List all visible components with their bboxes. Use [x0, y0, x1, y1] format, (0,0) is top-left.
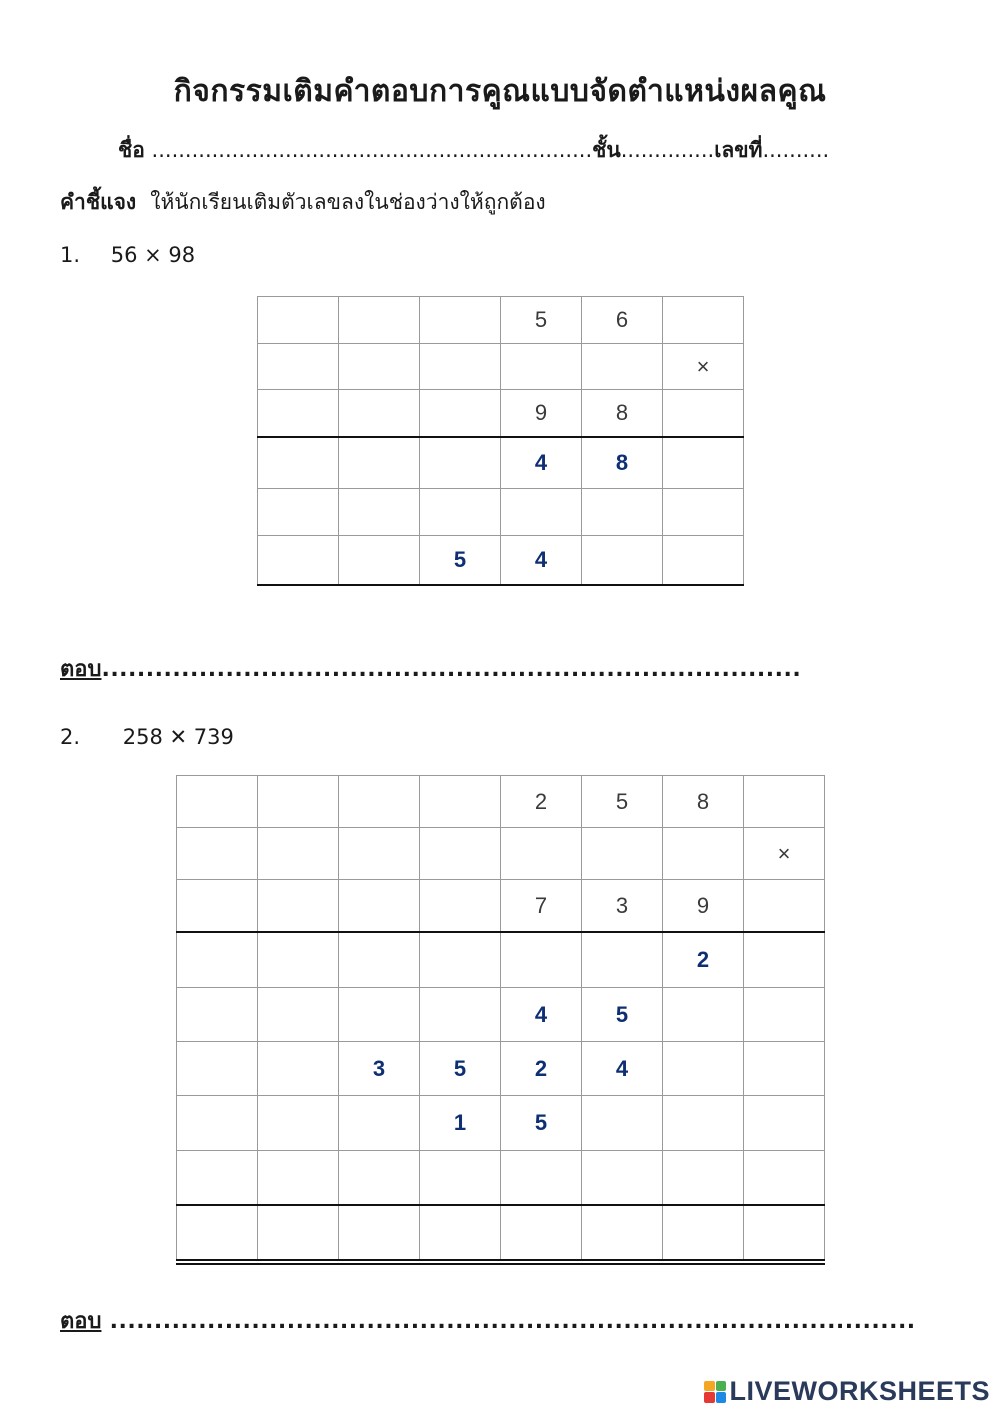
- number-label: เลขที่: [714, 138, 763, 162]
- answer-cell[interactable]: [663, 489, 744, 536]
- answer-cell[interactable]: [744, 932, 825, 988]
- problem-1-expression: 56 × 98: [110, 243, 196, 267]
- given-digit-cell: [339, 880, 420, 933]
- answer-cell[interactable]: [177, 1042, 258, 1096]
- answer-cell[interactable]: 4: [501, 536, 582, 586]
- answer-cell[interactable]: 8: [582, 437, 663, 489]
- answer-cell[interactable]: [258, 932, 339, 988]
- answer-cell[interactable]: [177, 988, 258, 1042]
- answer-cell[interactable]: [339, 1205, 420, 1262]
- given-digit-cell: [744, 776, 825, 828]
- given-digit-cell: 8: [582, 390, 663, 438]
- answer-cell[interactable]: [663, 1096, 744, 1151]
- grid-row: [177, 1096, 825, 1151]
- answer-blank[interactable]: ...............................................................................: [101, 657, 802, 682]
- answer-cell[interactable]: [663, 1205, 744, 1262]
- problem-2-heading: [60, 725, 234, 749]
- given-digit-cell: [339, 776, 420, 828]
- problem-1-heading: [60, 243, 195, 267]
- answer-label: ตอบ: [60, 657, 102, 682]
- answer-cell[interactable]: [177, 1096, 258, 1151]
- grid-row: [258, 344, 744, 390]
- answer-cell[interactable]: [582, 489, 663, 536]
- multiply-sign: ×: [663, 344, 744, 390]
- answer-cell[interactable]: [582, 1205, 663, 1262]
- instruction-text: ให้นักเรียนเติมตัวเลขลงในช่องว่างให้ถูกต้อง: [150, 190, 546, 214]
- name-blank[interactable]: ..................................................................: [144, 138, 593, 162]
- answer-cell[interactable]: [258, 1096, 339, 1151]
- answer-cell[interactable]: [258, 1042, 339, 1096]
- student-info-line: [118, 134, 829, 167]
- answer-cell[interactable]: 4: [501, 988, 582, 1042]
- answer-cell[interactable]: [501, 344, 582, 390]
- page-title: กิจกรรมเติมคำตอบการคูณแบบจัดตำแหน่งผลคูณ: [173, 74, 827, 109]
- answer-cell[interactable]: [420, 489, 501, 536]
- given-digit-cell: 5: [582, 776, 663, 828]
- given-digit-cell: [663, 390, 744, 438]
- answer-cell[interactable]: [663, 828, 744, 880]
- answer-cell[interactable]: [420, 1151, 501, 1206]
- grid-row: [258, 437, 744, 489]
- answer-cell[interactable]: [663, 1042, 744, 1096]
- problem-2-answer: [60, 1303, 916, 1338]
- answer-cell[interactable]: 4: [501, 437, 582, 489]
- answer-cell[interactable]: [258, 536, 339, 586]
- multiply-sign: ×: [744, 828, 825, 880]
- grid-row: [177, 880, 825, 933]
- problem-1-number: 1.: [60, 243, 81, 267]
- grid-row: [177, 828, 825, 880]
- answer-cell[interactable]: [744, 988, 825, 1042]
- given-digit-cell: [420, 297, 501, 344]
- answer-cell[interactable]: [582, 1096, 663, 1151]
- problem-2-expression: 258 ✕ 739: [122, 725, 234, 749]
- answer-cell[interactable]: [339, 988, 420, 1042]
- problem-1-answer: [60, 651, 801, 686]
- given-digit-cell: 3: [582, 880, 663, 933]
- answer-cell[interactable]: [663, 1151, 744, 1206]
- answer-cell[interactable]: [420, 932, 501, 988]
- given-digit-cell: [339, 297, 420, 344]
- answer-cell[interactable]: [339, 437, 420, 489]
- number-blank[interactable]: ..........: [762, 138, 830, 162]
- answer-cell[interactable]: 3: [339, 1042, 420, 1096]
- logo-square: [704, 1381, 715, 1392]
- given-digit-cell: [420, 776, 501, 828]
- logo-square: [704, 1392, 715, 1403]
- answer-cell[interactable]: [339, 489, 420, 536]
- answer-cell[interactable]: [420, 437, 501, 489]
- answer-cell[interactable]: [339, 932, 420, 988]
- given-digit-cell: [177, 776, 258, 828]
- given-digit-cell: 6: [582, 297, 663, 344]
- answer-cell[interactable]: [258, 489, 339, 536]
- answer-cell[interactable]: 1: [420, 1096, 501, 1151]
- given-digit-cell: 8: [663, 776, 744, 828]
- given-digit-cell: 9: [501, 390, 582, 438]
- given-digit-cell: [663, 297, 744, 344]
- answer-cell[interactable]: [258, 828, 339, 880]
- answer-cell[interactable]: [420, 1205, 501, 1262]
- answer-cell[interactable]: 5: [582, 988, 663, 1042]
- grid-row: [258, 390, 744, 438]
- class-label: ชั้น: [592, 138, 621, 162]
- given-digit-cell: [258, 880, 339, 933]
- grid-row: [258, 297, 744, 344]
- answer-cell[interactable]: [420, 988, 501, 1042]
- grid-row: [177, 1042, 825, 1096]
- given-digit-cell: 9: [663, 880, 744, 933]
- given-digit-cell: [420, 880, 501, 933]
- answer-cell[interactable]: [339, 828, 420, 880]
- answer-cell[interactable]: [744, 1205, 825, 1262]
- grid-row: [258, 489, 744, 536]
- answer-cell[interactable]: [339, 1096, 420, 1151]
- given-digit-cell: [744, 880, 825, 933]
- grid-row: [258, 536, 744, 586]
- answer-cell[interactable]: [501, 1205, 582, 1262]
- problem-2-number: 2.: [60, 725, 81, 749]
- logo-mark-icon: [704, 1381, 726, 1403]
- answer-cell[interactable]: [582, 1151, 663, 1206]
- problem-1-grid: [257, 296, 744, 586]
- answer-cell[interactable]: [663, 536, 744, 586]
- answer-cell[interactable]: [339, 1151, 420, 1206]
- grid-row: [177, 1205, 825, 1262]
- answer-cell[interactable]: [339, 344, 420, 390]
- answer-cell[interactable]: [663, 437, 744, 489]
- answer-cell[interactable]: [258, 1151, 339, 1206]
- answer-cell[interactable]: [258, 344, 339, 390]
- given-digit-cell: [258, 297, 339, 344]
- logo-square: [716, 1392, 727, 1403]
- given-digit-cell: [177, 880, 258, 933]
- class-blank[interactable]: ..............: [620, 138, 715, 162]
- answer-cell[interactable]: 4: [582, 1042, 663, 1096]
- answer-cell[interactable]: [177, 1151, 258, 1206]
- answer-cell[interactable]: [663, 988, 744, 1042]
- problem-2-grid: [176, 775, 825, 1265]
- answer-cell[interactable]: [501, 1151, 582, 1206]
- answer-cell[interactable]: [420, 828, 501, 880]
- answer-cell[interactable]: [177, 1205, 258, 1262]
- answer-cell[interactable]: [177, 932, 258, 988]
- answer-cell[interactable]: 2: [501, 1042, 582, 1096]
- answer-cell[interactable]: [258, 988, 339, 1042]
- answer-label: ตอบ: [60, 1309, 102, 1334]
- given-digit-cell: [258, 776, 339, 828]
- liveworksheets-logo: [704, 1376, 990, 1407]
- given-digit-cell: 7: [501, 880, 582, 933]
- answer-cell[interactable]: [177, 828, 258, 880]
- answer-cell[interactable]: [339, 536, 420, 586]
- answer-cell[interactable]: 5: [501, 1096, 582, 1151]
- answer-cell[interactable]: [744, 1151, 825, 1206]
- answer-cell[interactable]: [501, 489, 582, 536]
- given-digit-cell: [339, 390, 420, 438]
- answer-cell[interactable]: [582, 932, 663, 988]
- given-digit-cell: [420, 390, 501, 438]
- grid-row: [177, 988, 825, 1042]
- given-digit-cell: 5: [501, 297, 582, 344]
- instruction-label: คำชี้แจง: [60, 190, 137, 214]
- answer-cell[interactable]: 5: [420, 536, 501, 586]
- answer-cell[interactable]: [501, 932, 582, 988]
- instruction: [60, 186, 546, 219]
- given-digit-cell: [258, 390, 339, 438]
- answer-cell[interactable]: [501, 828, 582, 880]
- answer-cell[interactable]: [258, 1205, 339, 1262]
- grid-row: [177, 932, 825, 988]
- given-digit-cell: 2: [501, 776, 582, 828]
- answer-cell[interactable]: 5: [420, 1042, 501, 1096]
- answer-cell[interactable]: [258, 437, 339, 489]
- answer-cell[interactable]: [744, 1096, 825, 1151]
- logo-square: [716, 1381, 727, 1392]
- answer-cell[interactable]: [744, 1042, 825, 1096]
- answer-blank[interactable]: ...........................................................................................: [101, 1309, 916, 1334]
- answer-cell[interactable]: [420, 344, 501, 390]
- answer-cell[interactable]: [582, 536, 663, 586]
- name-label: ชื่อ: [118, 138, 145, 162]
- answer-cell[interactable]: 2: [663, 932, 744, 988]
- answer-cell[interactable]: [582, 828, 663, 880]
- grid-row: [177, 1151, 825, 1206]
- grid-row: [177, 776, 825, 828]
- answer-cell[interactable]: [582, 344, 663, 390]
- logo-text: LIVEWORKSHEETS: [729, 1376, 990, 1406]
